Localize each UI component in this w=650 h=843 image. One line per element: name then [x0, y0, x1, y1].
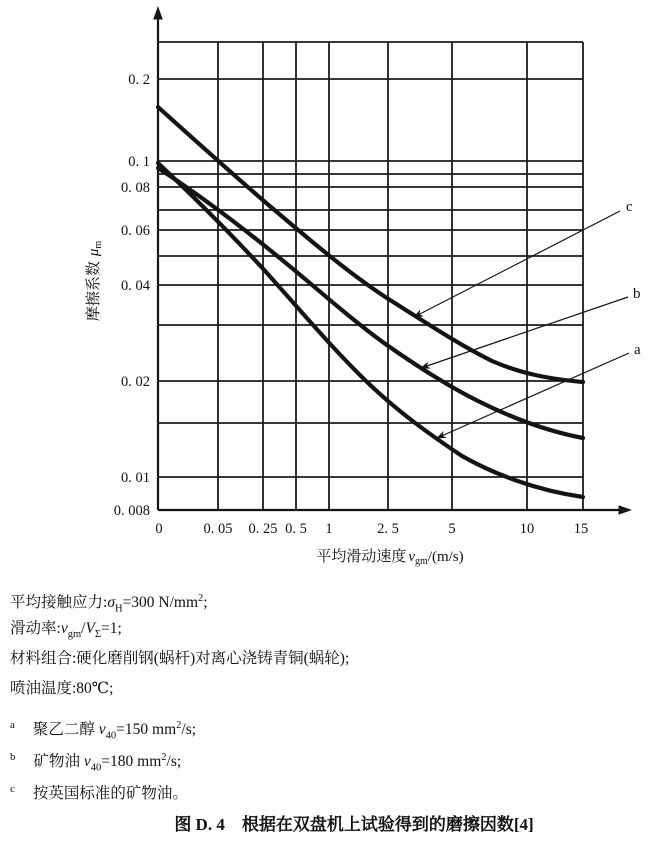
x-tick: 0. 05: [203, 521, 233, 537]
axes: [158, 18, 621, 510]
condition-oil-temperature: 喷油温度:80℃;: [10, 680, 114, 697]
grid: [158, 42, 583, 510]
footnote-c: $^c$ 按英国标准的矿物油。: [10, 783, 188, 803]
x-tick: 10: [519, 521, 535, 537]
leader-line-c: [414, 211, 620, 317]
curve-label-letters: [626, 199, 641, 358]
curve-b: [158, 168, 583, 438]
y-tick: 0. 06: [121, 223, 150, 239]
x-tick: 0. 5: [285, 521, 307, 537]
y-tick-labels: [114, 72, 151, 519]
footnote-b: $^b$ 矿物油 $\nu_{40}=180$ $mm^2/s$;: [10, 751, 182, 774]
curve-c: [158, 107, 583, 382]
y-axis-title: 摩擦系数$\mu_m$: [86, 240, 104, 322]
condition-materials: 材料组合:硬化磨削钢(蜗杆)对离心浇铸青铜(蜗轮);: [10, 650, 350, 667]
curves: [158, 107, 583, 497]
x-tick: 15: [573, 521, 589, 537]
y-tick: 0. 02: [121, 374, 150, 390]
footnote-a: $^a$ 聚乙二醇 $\nu_{40}=150$ $mm^2/s$;: [10, 719, 197, 742]
x-tick: 5: [448, 521, 456, 537]
curve-label-b: b: [633, 286, 641, 302]
y-tick: 0. 01: [121, 470, 150, 486]
curve-label-a: a: [634, 342, 641, 358]
y-axis-arrow-icon: [153, 6, 163, 20]
y-tick: 0. 08: [121, 180, 150, 196]
x-axis-arrow-icon: [619, 505, 633, 515]
condition-contact-stress: 平均接触应力$:\sigma_H=300$ $N/mm^2$;: [10, 593, 208, 615]
x-tick: 2. 5: [377, 521, 399, 537]
x-tick-labels: [155, 521, 588, 537]
x-axis-title: 平均滑动速度 $v_{gm}/(m/s)$: [316, 549, 464, 567]
y-tick: 0. 1: [128, 154, 150, 170]
y-tick: 0. 2: [128, 72, 150, 88]
x-tick: 0: [155, 521, 163, 537]
y-tick: 0. 008: [113, 503, 150, 519]
curve-label-c: c: [626, 199, 633, 215]
x-tick: 1: [325, 521, 333, 537]
x-tick: 0. 25: [248, 521, 278, 537]
figure-caption: 图 D. 4 根据在双盘机上试验得到的磨擦因数[4]: [174, 815, 534, 834]
test-conditions: [10, 588, 640, 810]
y-tick: 0. 04: [121, 278, 150, 294]
condition-slide-ratio: 滑动率$:v_{gm}/V_\Sigma=1$;: [10, 620, 122, 641]
